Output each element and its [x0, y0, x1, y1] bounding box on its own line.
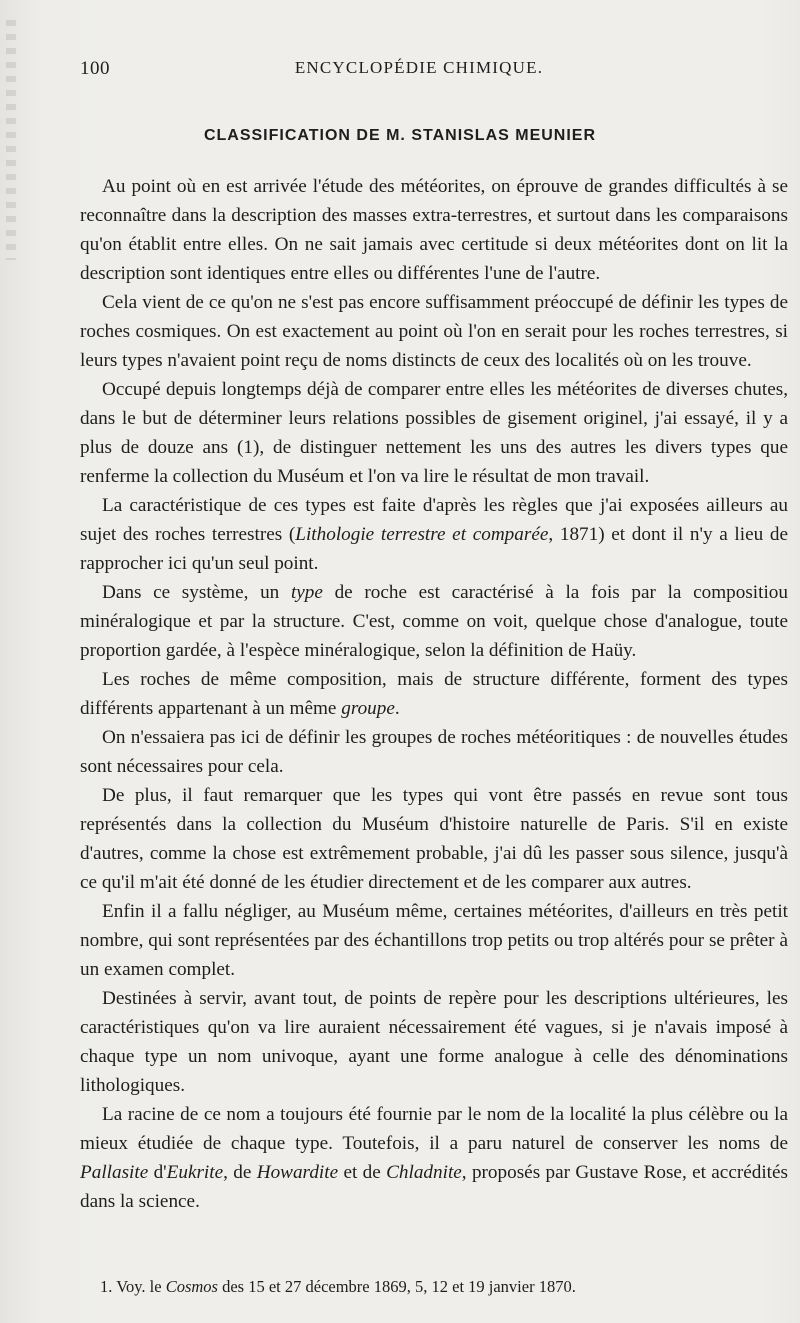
body-text [80, 172, 788, 1216]
text-run: d' [148, 1162, 167, 1183]
italic-text: Pallasite [80, 1162, 149, 1183]
text-run: Au point où en est arrivée l'étude des météorites, on éprouve de grandes difficultés à se reconnaître dans la description des masses extra-terrestres, et surtout dans les comparaisons qu'on établit entre elles. On ne sait jamais avec certitude si deux météorites dont on lit la description sont identiques entre elles ou différentes l'une de l'autre. [80, 176, 788, 284]
text-run: Dans ce système, un [102, 582, 291, 603]
paragraph [80, 491, 788, 578]
text-run: Enfin il a fallu négliger, au Muséum même, certaines météorites, d'ailleurs en très petit nombre, qui sont représentées par des échantillons trop petits ou trop altérés pour se prêter à un examen complet. [80, 901, 788, 980]
text-run: De plus, il faut remarquer que les types qui vont être passés en revue sont tous représentés dans la collection du Muséum d'histoire naturelle de Paris. S'il en existe d'autres, comme la chose est extrêmement probable, j'ai dû les passer sous silence, jusqu'à ce qu'il m'ait été donné de les étudier directement et de les comparer aux autres. [80, 785, 788, 893]
footnote [100, 1276, 790, 1298]
italic-text: type [290, 582, 323, 603]
text-run: , proposés par Gustave Rose, et accrédités dans la science. [80, 1162, 788, 1212]
paragraph [80, 578, 788, 665]
italic-text: groupe [341, 698, 395, 719]
text-run: 1. Voy. le [100, 1277, 166, 1296]
page-number: 100 [80, 58, 110, 79]
italic-text: Howardite [256, 1162, 339, 1183]
text-run: des 15 et 27 décembre 1869, 5, 12 et 19 janvier 1870. [217, 1277, 576, 1296]
paragraph [80, 897, 788, 984]
text-run: Cela vient de ce qu'on ne s'est pas encore suffisamment préoccupé de définir les types de roches cosmiques. On est exactement au point où l'on en serait pour les roches terrestres, si leurs types n'avaient point reçu de noms distincts de ceux des localités où on les trouve. [80, 292, 788, 371]
text-run: et de [338, 1162, 387, 1183]
paragraph [80, 723, 788, 781]
text-run: , 1871) et dont il n'y a lieu de rapprocher ici qu'un seul point. [80, 524, 788, 574]
italic-text: Eukrite [166, 1162, 224, 1183]
text-run: La racine de ce nom a toujours été fournie par le nom de la localité la plus célèbre ou la mieux étudiée de chaque type. Toutefois, il a paru naturel de conserver les noms de [80, 1104, 788, 1154]
page-header [80, 58, 758, 82]
paragraph [80, 1100, 788, 1216]
text-run: On n'essaiera pas ici de définir les groupes de roches météoritiques : de nouvelles études sont nécessaires pour cela. [80, 727, 788, 777]
text-run: . [394, 698, 400, 719]
paragraph [80, 984, 788, 1100]
paragraph [80, 665, 788, 723]
text-run: Destinées à servir, avant tout, de points de repère pour les descriptions ultérieures, les caractéristiques qu'on va lire auraient nécessairement été vagues, si je n'avais imposé à chaque type un nom univoque, ayant une forme analogue à celle des dénominations lithologiques. [80, 988, 788, 1096]
italic-text: Cosmos [165, 1277, 218, 1296]
text-run: de roche est caractérisé à la fois par la compositiou minéralogique et par la structure. C'est, comme on voit, quelque chose d'analogue, toute proportion gardée, à l'espèce minéralogique, selon la définition de Haüy. [80, 582, 788, 661]
italic-text: Chladnite [386, 1162, 462, 1183]
running-title: ENCYCLOPÉDIE CHIMIQUE. [294, 58, 544, 77]
italic-text: Lithologie terrestre et comparée [295, 524, 549, 545]
text-run: Occupé depuis longtemps déjà de comparer entre elles les météorites de diverses chutes, dans le but de déterminer leurs relations possibles de gisement originel, j'ai essayé, il y a plus de douze ans (1), de distinguer nettement les uns des autres les divers types que renferme la collection du Muséum et l'on va lire le résultat de mon travail. [80, 379, 788, 487]
paragraph [80, 172, 788, 288]
paragraph [80, 288, 788, 375]
section-title: CLASSIFICATION DE M. STANISLAS MEUNIER [203, 127, 597, 144]
text-run: Les roches de même composition, mais de structure différente, forment des types différents appartenant à un même [80, 669, 788, 719]
paragraph [80, 375, 788, 491]
paragraph [80, 781, 788, 897]
text-run: , de [223, 1162, 257, 1183]
text-run: La caractéristique de ces types est faite d'après les règles que j'ai exposées ailleurs au sujet des roches terrestres ( [80, 495, 788, 545]
